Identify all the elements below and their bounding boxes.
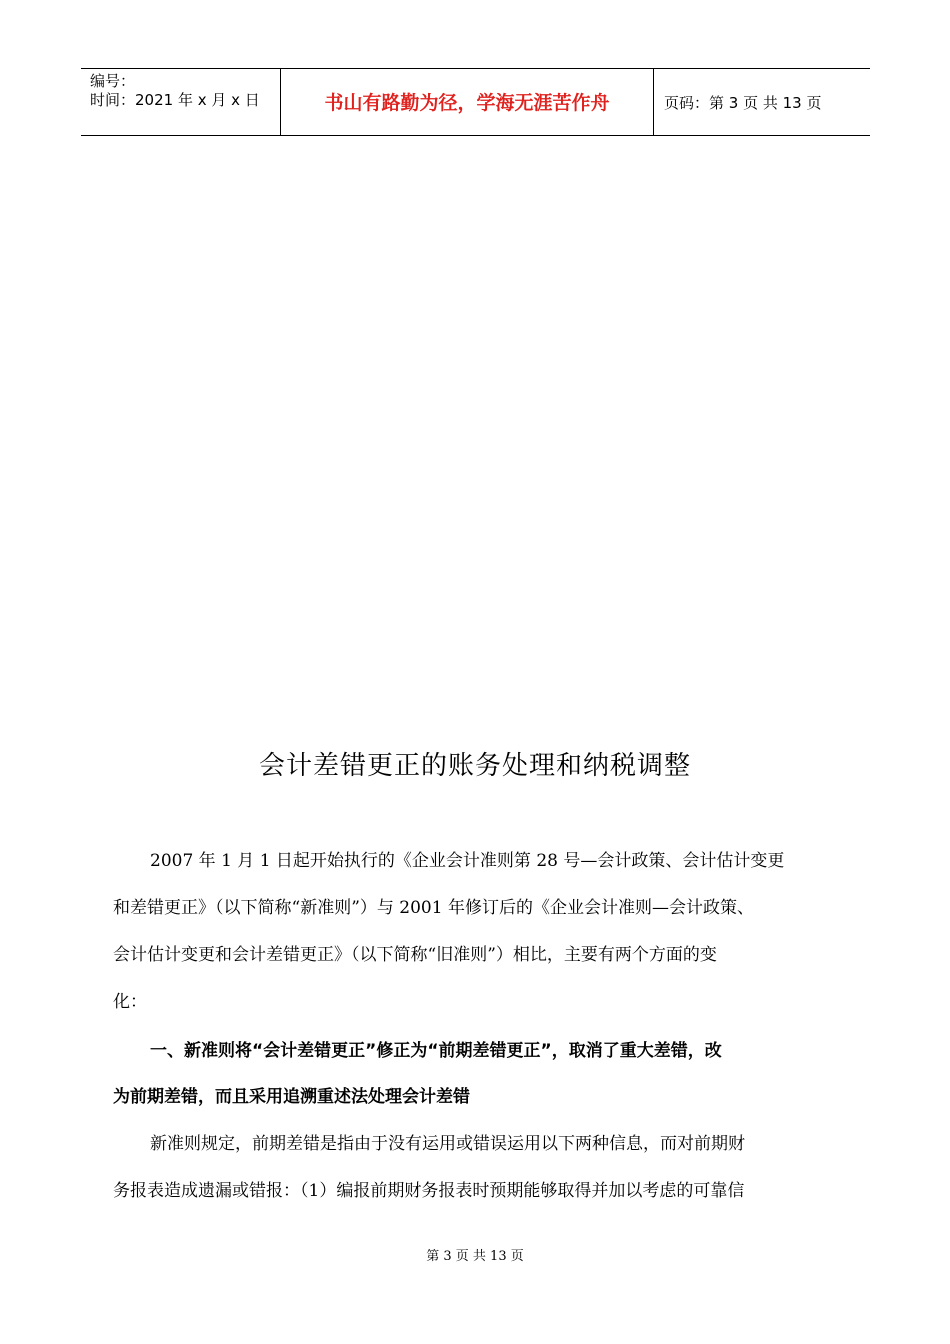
header-info-cell [81, 69, 281, 135]
header-motto: 书山有路勤为径，学海无涯苦作舟 [324, 92, 610, 114]
paragraph-line: 会计估计变更和会计差错更正》（以下简称“旧准则”）相比，主要有两个方面的变 [113, 945, 717, 965]
header-motto-cell [281, 69, 654, 135]
paragraph-line: 化： [113, 992, 147, 1012]
paragraph-line: 务报表造成遗漏或错报：（1）编报前期财务报表时预期能够取得并加以考虑的可靠信 [113, 1181, 745, 1201]
document-code-label: 编号： [90, 72, 136, 90]
section-heading-line: 一、新准则将“会计差错更正”修正为“前期差错更正”，取消了重大差错，改 [150, 1041, 722, 1061]
header-table [81, 68, 870, 136]
paragraph-line: 2007 年 1 月 1 日起开始执行的《企业会计准则第 28 号—会计政策、会计估计变更 [150, 851, 785, 871]
header-page-cell [654, 69, 870, 135]
page-footer: 第 3 页 共 13 页 [426, 1249, 524, 1264]
paragraph-line: 和差错更正》（以下简称“新准则”）与 2001 年修订后的《企业会计准则—会计政策、 [113, 898, 754, 918]
document-time-label: 时间：2021 年 x 月 x 日 [90, 91, 260, 109]
section-heading-line: 为前期差错，而且采用追溯重述法处理会计差错 [113, 1087, 470, 1107]
document-title: 会计差错更正的账务处理和纳税调整 [258, 751, 691, 781]
header-page-code: 页码：第 3 页 共 13 页 [664, 94, 822, 112]
paragraph-line: 新准则规定，前期差错是指由于没有运用或错误运用以下两种信息，而对前期财 [150, 1134, 745, 1154]
